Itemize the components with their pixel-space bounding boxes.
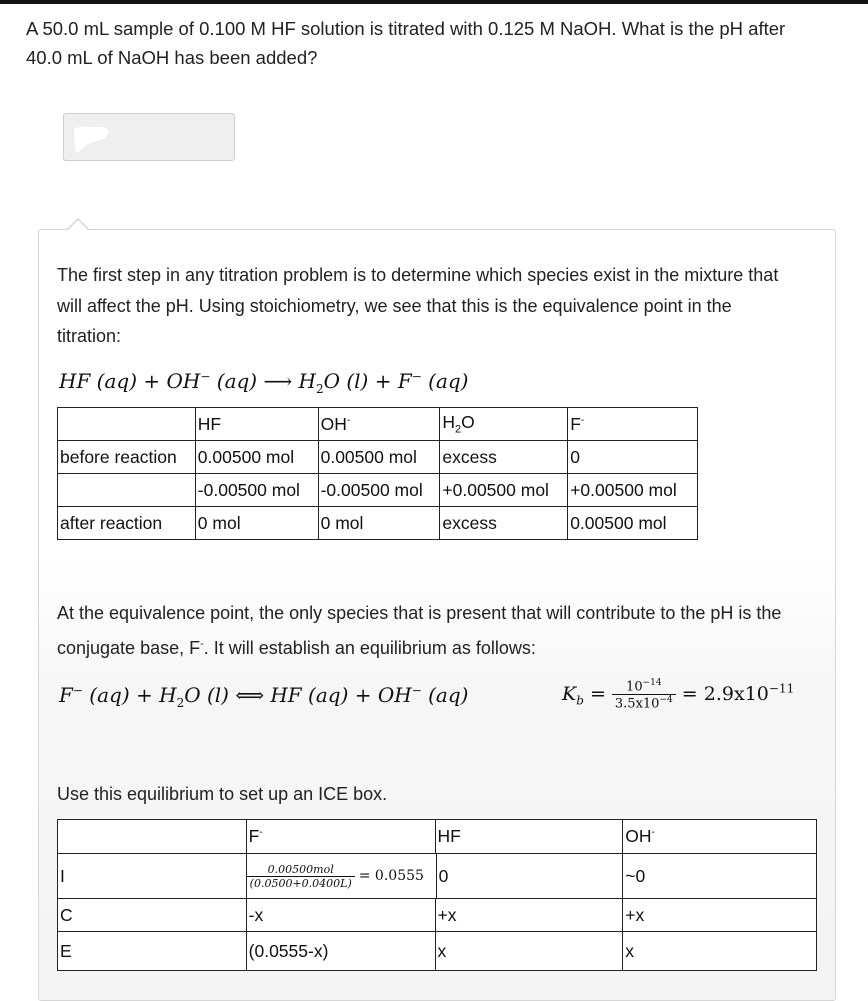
r1-f-aq: (aq)	[421, 369, 469, 393]
table-cell	[58, 474, 196, 507]
r2-f-charge: −	[72, 683, 83, 698]
table-row	[58, 854, 817, 899]
table-cell: x	[623, 932, 817, 971]
header-cell: OH-	[318, 408, 440, 441]
r1-f: F	[397, 369, 412, 393]
kb-symbol: K	[562, 682, 577, 705]
table-cell: 0 mol	[318, 507, 440, 540]
r2-h2o-sub: 2	[176, 696, 185, 710]
table-row	[58, 408, 698, 441]
header-cell: F-	[246, 820, 435, 854]
table-cell: -0.00500 mol	[195, 474, 318, 507]
table-cell: before reaction	[58, 441, 196, 474]
kb-equals: =	[589, 682, 606, 705]
r2-arrow: ⟺	[235, 683, 264, 707]
header-cell	[58, 820, 247, 854]
reaction-equation-1	[59, 369, 469, 396]
top-border	[0, 0, 868, 4]
table-cell	[246, 854, 623, 899]
table-cell: 0	[436, 854, 449, 898]
intro-paragraph: The first step in any titration problem is to determine which species exist in the mixture that will affect the pH. Using stoichiometry, we see that this is the equivalence point in the titration:	[57, 265, 779, 346]
r1-plus2: +	[374, 369, 392, 393]
row-label: I	[58, 854, 247, 899]
question-text: A 50.0 mL sample of 0.100 M HF solution is titrated with 0.125 M NaOH. What is the pH after 40.0 mL of NaOH has been added?	[26, 18, 786, 68]
table-cell: 0	[568, 441, 698, 474]
table-row	[58, 820, 817, 854]
reaction-equation-2	[59, 683, 468, 710]
equivalence-paragraph: At the equivalence point, the only species that is present that will contribute to the pH is the conjugate base, F-. It will establish an equilibrium as follows:	[57, 603, 782, 658]
table-cell: +0.00500 mol	[440, 474, 568, 507]
r2-f: F	[59, 683, 73, 707]
r1-h2o-sub: 2	[315, 382, 324, 396]
table-cell: excess	[440, 507, 568, 540]
header-cell: $H_2O$	[440, 408, 568, 441]
r2-lhs: (aq) + H	[82, 683, 177, 707]
r1-plus1: +	[143, 369, 161, 393]
table-row	[58, 899, 817, 932]
table-row	[58, 507, 698, 540]
r1-f-charge: −	[411, 369, 422, 384]
r1-h: H	[298, 369, 316, 393]
table-cell: (0.0555-x)	[246, 932, 435, 971]
r2-oh-aq: (aq)	[421, 683, 469, 707]
kb-sub: b	[576, 693, 584, 708]
table-cell: 0.00500 mol	[568, 507, 698, 540]
ice-table	[57, 819, 817, 971]
r1-oh-charge: −	[200, 369, 211, 384]
table-cell: +x	[623, 899, 817, 932]
ice-intro: Use this equilibrium to set up an ICE box.	[57, 784, 388, 804]
kb-fraction: $\frac{10^{-14}}{3.5x10^{-4}}$	[612, 678, 676, 712]
table-cell: after reaction	[58, 507, 196, 540]
row-label: E	[58, 932, 247, 971]
header-cell: OH-	[623, 820, 817, 854]
header-cell: HF	[435, 820, 623, 854]
answer-button[interactable]	[63, 113, 235, 161]
table-row	[58, 441, 698, 474]
r1-arrow: ⟶	[263, 369, 293, 393]
table-cell: +0.00500 mol	[568, 474, 698, 507]
header-cell: F-	[568, 408, 698, 441]
r1-h2o: O (l)	[323, 369, 369, 393]
table-row	[58, 474, 698, 507]
table-cell: -0.00500 mol	[318, 474, 440, 507]
kb-result: = $2.9x10^{-11}$	[681, 681, 795, 705]
initial-value: = 0.0555	[358, 868, 424, 884]
header-cell: HF	[195, 408, 318, 441]
panel-caret-inner	[67, 220, 89, 231]
table-cell: 0.00500 mol	[195, 441, 318, 474]
table-row	[58, 932, 817, 971]
row-label: C	[58, 899, 247, 932]
r2-rhs: HF (aq) + OH	[270, 683, 412, 707]
stoichiometry-table	[57, 407, 698, 540]
table-cell: 0.00500 mol	[318, 441, 440, 474]
kb-expression	[562, 678, 794, 712]
table-cell: +x	[435, 899, 623, 932]
r2-h2o: O (l)	[184, 683, 229, 707]
r1-oh-aq: (aq)	[210, 369, 258, 393]
r1-hf: HF (aq)	[59, 369, 138, 393]
table-cell: excess	[440, 441, 568, 474]
initial-fraction: $\frac{\text{0.00500mol}}{(0.0500+0.0400L)}$	[247, 863, 355, 890]
table-cell: -x	[246, 899, 435, 932]
table-cell: ~0	[623, 854, 817, 899]
r2-oh-charge: −	[411, 683, 422, 698]
header-cell	[58, 408, 196, 441]
blob-icon	[70, 124, 114, 154]
table-cell: x	[435, 932, 623, 971]
r1-oh: OH	[166, 369, 201, 393]
table-cell: 0 mol	[195, 507, 318, 540]
